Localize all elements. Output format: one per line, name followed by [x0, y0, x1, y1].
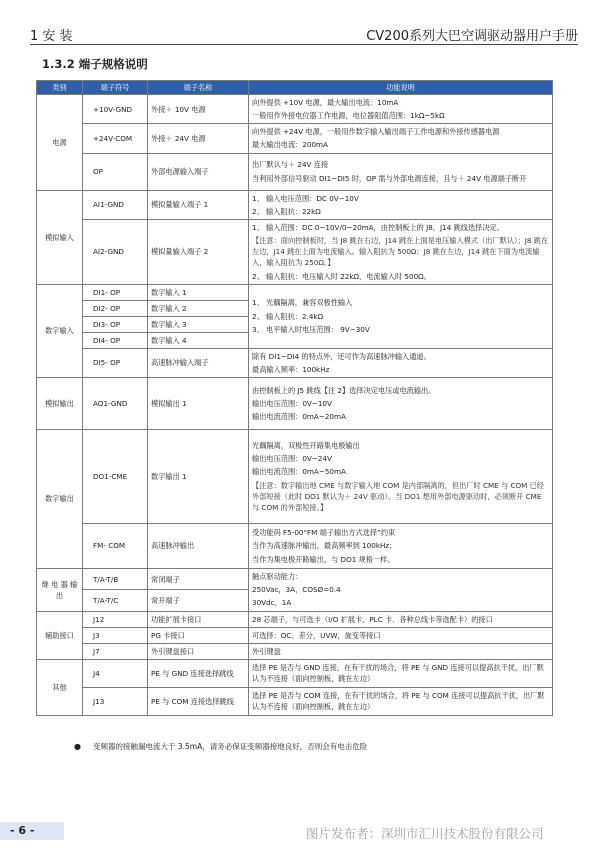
- table-row: [37, 687, 553, 715]
- description-line: 28 芯端子，与可选卡（I/O 扩展卡、PLC 卡、各种总线卡等选配卡）的接口: [252, 614, 493, 624]
- terminal-name: 数字输入 4: [148, 332, 249, 348]
- table-row: [37, 569, 553, 590]
- description-line: 3、 电平输入时电压范围： 9V~30V: [252, 324, 370, 334]
- description-line: 外引键盘: [252, 646, 281, 656]
- terminal-symbol: +10V-GND: [83, 95, 148, 124]
- header-symbol: 端子符号: [83, 81, 148, 95]
- terminal-name: PE 与 COM 连接选择跳线: [148, 687, 249, 715]
- terminal-symbol: AI1-GND: [83, 190, 148, 219]
- terminal-name: 模拟输出 1: [148, 378, 249, 430]
- header-name: 端子名称: [148, 81, 249, 95]
- description-line: 除有 DI1~DI4 的特点外，还可作为高速脉冲输入通道。: [252, 351, 431, 361]
- terminal-symbol: DI2- OP: [83, 300, 148, 316]
- table-body: [37, 95, 553, 716]
- terminal-name: 数字输入 2: [148, 300, 249, 316]
- header-function: 功能说明: [249, 81, 553, 95]
- terminal-name: 数字输入 1: [148, 284, 249, 300]
- terminal-name: 外引键盘接口: [148, 643, 249, 659]
- category-cell: 模拟输入: [37, 190, 83, 284]
- terminal-symbol: AI2-GND: [83, 219, 148, 284]
- function-description: [249, 524, 553, 569]
- description-line: 输出电流范围：0mA~50mA: [252, 467, 346, 477]
- terminal-name: 数字输入 3: [148, 316, 249, 332]
- table-row: [37, 659, 553, 687]
- description-line: 向外提供 +10V 电源，最大输出电流：10mA: [252, 98, 399, 107]
- safety-note-text: 变频器的接触漏电流大于 3.5mA，请务必保证变频器接地良好，否则会有电击危险: [92, 742, 368, 751]
- description-line: 2、 输入阻抗：2.4kΩ: [252, 311, 324, 321]
- table-row: [37, 430, 553, 524]
- page-header: [30, 24, 578, 45]
- table-row: [37, 627, 553, 643]
- function-description: [249, 95, 553, 124]
- description-line: 最高输入频率：100kHz: [252, 364, 330, 374]
- description-line: 当作为集电极开路输出，与 DO1 规格一样。: [252, 554, 395, 564]
- description-line: 选择 PE 是否与 COM 连接，在有干扰的场合，将 PE 与 COM 连接可以提高抗干扰，出厂默认为不连接（面向控制板，跳在左边）: [252, 691, 545, 712]
- terminal-name: 功能扩展卡接口: [148, 611, 249, 627]
- terminal-symbol: DO1-CME: [83, 430, 148, 524]
- table-header-row: [37, 81, 553, 95]
- terminal-name: PG 卡接口: [148, 627, 249, 643]
- terminal-name: 数字输出 1: [148, 430, 249, 524]
- category-cell: 数字输入: [37, 284, 83, 377]
- terminal-name: 高速脉冲输入端子: [148, 348, 249, 377]
- terminal-name: 模拟量输入端子 2: [148, 219, 249, 284]
- bullet-icon: ●: [74, 742, 81, 751]
- terminal-symbol: FM- COM: [83, 524, 148, 569]
- description-line: 可选择：OC、差分，UVW，旋变等接口: [252, 630, 381, 640]
- function-description: [249, 284, 553, 348]
- terminal-name: 外接＋ 24V 电源: [148, 124, 249, 153]
- manual-title: CV200系列大巴空调驱动器用户手册: [366, 29, 578, 44]
- table-row: [37, 643, 553, 659]
- table-row: [37, 153, 553, 190]
- description-line: 1、 输入范围：DC 0~10V/0~20mA，由控制板上的 J8、J14 跳线选择决定。: [252, 222, 504, 232]
- page-number: - 6 -: [0, 822, 64, 840]
- category-cell: 辅助接口: [37, 611, 83, 659]
- terminal-symbol: DI1- OP: [83, 284, 148, 300]
- description-line: 由控制板上的 J5 跳线【注 2】选择决定电压或电流输出。: [252, 385, 436, 395]
- description-line: 向外提供 +24V 电源，一般用作数字输入输出端子工作电源和外接传感器电源: [252, 127, 500, 137]
- description-line: 输出电压范围：0V~10V: [252, 398, 332, 408]
- description-line: 1、 输入电压范围：DC 0V~10V: [252, 193, 359, 203]
- terminal-name: PE 与 GND 连接选择跳线: [148, 659, 249, 687]
- description-line: 30Vdc，1A: [252, 598, 292, 608]
- function-description: [249, 611, 553, 627]
- terminal-symbol: J13: [83, 687, 148, 715]
- function-description: [249, 659, 553, 687]
- description-line: 选择 PE 是否与 GND 连接，在有干扰的场合，将 PE 与 GND 连接可以提高抗干扰，出厂默认为不连接（面向控制板，跳在左边）: [252, 663, 544, 684]
- table-row: [37, 95, 553, 124]
- description-line: 触点驱动能力：: [252, 572, 303, 582]
- terminal-name: 模拟量输入端子 1: [148, 190, 249, 219]
- category-cell: 电源: [37, 95, 83, 191]
- terminal-symbol: J7: [83, 643, 148, 659]
- terminal-symbol: T/A-T/B: [83, 569, 148, 590]
- category-cell: 继 电 器 输 出: [37, 569, 83, 611]
- description-line: 250Vac，3A，COSØ=0.4: [252, 585, 341, 595]
- table-row: [37, 124, 553, 153]
- table-row: [37, 284, 553, 300]
- description-line: 一般用作外接电位器工作电源，电位器阻值范围：1kΩ~5kΩ: [252, 111, 445, 121]
- description-line: 输出电压范围：0V~24V: [252, 454, 332, 464]
- description-line: 最大输出电流：200mA: [252, 140, 328, 150]
- description-line: 光藕隔离，双极性开路集电极输出: [252, 441, 360, 451]
- table-row: [37, 219, 553, 284]
- description-line: 2、 输入阻抗：22kΩ: [252, 206, 321, 216]
- terminal-name: 常闭端子: [148, 569, 249, 590]
- function-description: [249, 219, 553, 284]
- category-cell: 模拟输出: [37, 378, 83, 430]
- function-description: [249, 153, 553, 190]
- description-line: 【注意：数字输出地 CME 与数字输入地 COM 是内部隔离的，但出厂时 CME 与 COM 已经外部短接（此时 DO1 默认为＋ 24V 驱动）。当 DO1 想用外部电源驱动时，必须断开 CME 与 COM 的外部短接。】: [252, 480, 544, 512]
- description-line: 2、 输入阻抗：电压输入时 22kΩ，电流输入时 500Ω。: [252, 271, 431, 281]
- function-description: [249, 348, 553, 377]
- function-description: [249, 627, 553, 643]
- terminal-symbol: T/A-T/C: [83, 590, 148, 611]
- description-line: 出厂默认与＋ 24V 连接: [252, 160, 329, 170]
- description-line: 【注意：面向控制板时，当 J8 跳在右边，J14 跳在上面是电压输入模式（出厂默认）；J8 跳在左边，J14 跳在上面为电流输入。输入阻抗为 500Ω；J8 跳在左边，J14 跳在下面为电流输入，输入阻抗为 250Ω。】: [252, 236, 549, 268]
- terminal-name: 外接＋ 10V 电源: [148, 95, 249, 124]
- function-description: [249, 378, 553, 430]
- table-row: [37, 348, 553, 377]
- terminal-symbol: OP: [83, 153, 148, 190]
- description-line: 当利用外部信号驱动 DI1~DI5 时，OP 需与外部电源连接，且与＋ 24V 电源端子断开: [252, 173, 527, 183]
- terminal-symbol: J12: [83, 611, 148, 627]
- function-description: [249, 124, 553, 153]
- terminal-symbol: J3: [83, 627, 148, 643]
- function-description: [249, 190, 553, 219]
- publisher-credit: 图片发布者：深圳市汇川技术股份有限公司: [306, 826, 544, 841]
- table-row: [37, 190, 553, 219]
- terminal-symbol: DI3- OP: [83, 316, 148, 332]
- terminal-symbol: J4: [83, 659, 148, 687]
- terminal-symbol: DI4- OP: [83, 332, 148, 348]
- description-line: 输出电流范围：0mA~20mA: [252, 412, 346, 422]
- terminal-symbol: AO1-GND: [83, 378, 148, 430]
- function-description: [249, 569, 553, 611]
- safety-note: [74, 741, 367, 752]
- category-cell: 数字输出: [37, 430, 83, 569]
- description-line: 当作为高速脉冲输出，最高频率到 100kHz；: [252, 541, 397, 551]
- function-description: [249, 430, 553, 524]
- table-row: [37, 378, 553, 430]
- section-title: 1.3.2 端子规格说明: [42, 57, 148, 71]
- header-category: 类别: [37, 81, 83, 95]
- terminal-symbol: +24V-COM: [83, 124, 148, 153]
- terminal-name: 常开端子: [148, 590, 249, 611]
- function-description: [249, 687, 553, 715]
- function-description: [249, 643, 553, 659]
- terminal-spec-table: [36, 80, 553, 716]
- terminal-name: 外部电源输入端子: [148, 153, 249, 190]
- table-row: [37, 611, 553, 627]
- category-cell: 其他: [37, 659, 83, 715]
- chapter-label: 1 安 装: [30, 29, 73, 44]
- description-line: 1、 光藕隔离，兼容双极性输入: [252, 298, 353, 308]
- terminal-symbol: DI5- OP: [83, 348, 148, 377]
- terminal-name: 高速脉冲输出: [148, 524, 249, 569]
- table-row: [37, 524, 553, 569]
- description-line: 受功能码 F5-00“FM 端子输出方式选择”约束: [252, 528, 396, 538]
